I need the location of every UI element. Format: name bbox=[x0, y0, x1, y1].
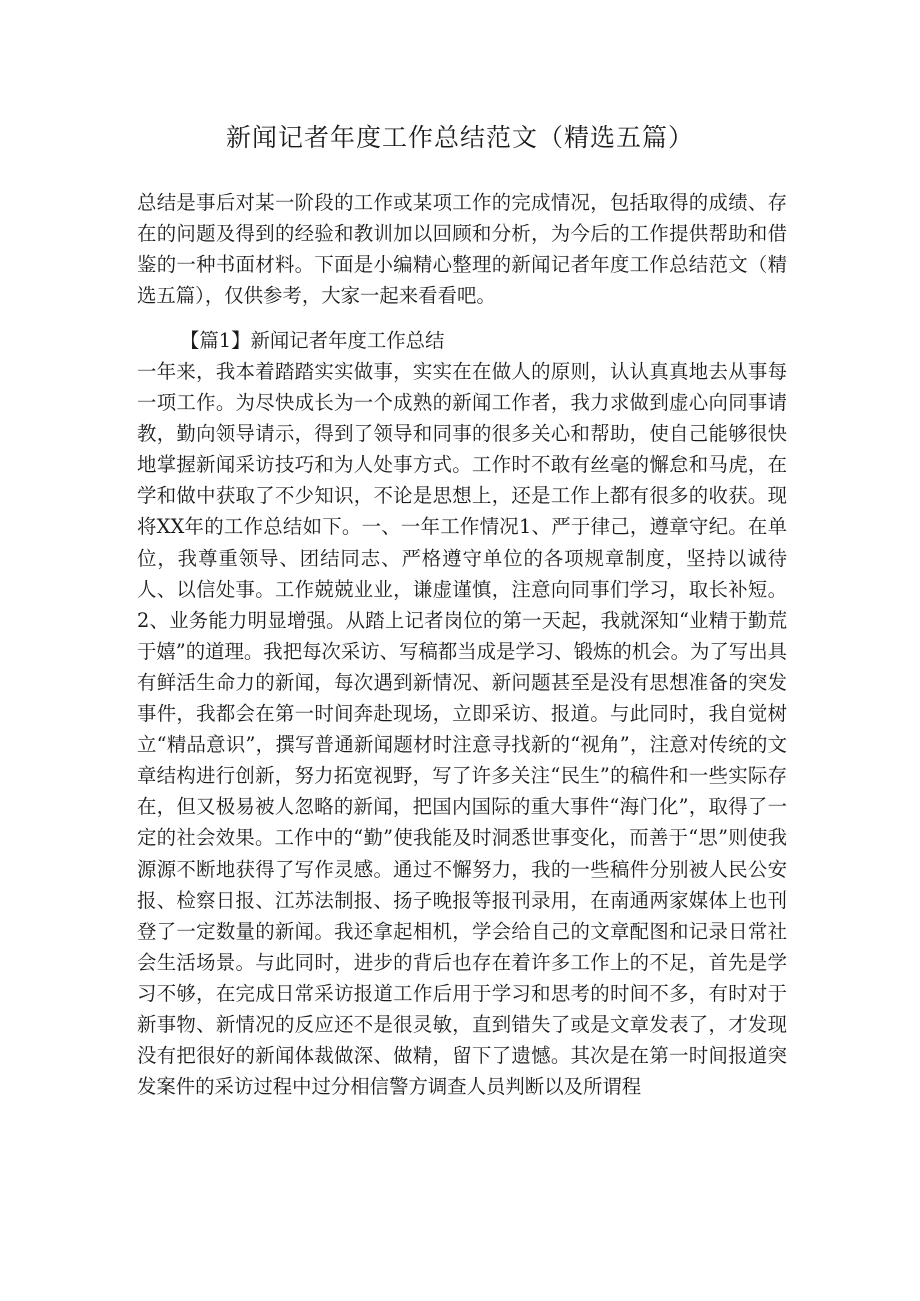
body-paragraph: 一年来，我本着踏踏实实做事，实实在在做人的原则，认认真真地去从事每一项工作。为尽快成长为一个成熟的新闻工作者，我力求做到虚心向同事请教，勤向领导请示，得到了领导和同事的很多关心和帮助，使自己能够很快地掌握新闻采访技巧和为人处事方式。工作时不敢有丝毫的懈怠和马虎，在学和做中获取了不少知识，不论是思想上，还是工作上都有很多的收获。现将XX年的工作总结如下。一、一年工作情况1、严于律己，遵章守纪。在单位，我尊重领导、团结同志、严格遵守单位的各项规章制度，坚持以诚待人、以信处事。工作兢兢业业，谦虚谨慎，注意向同事们学习，取长补短。2、业务能力明显增强。从踏上记者岗位的第一天起，我就深知“业精于勤荒于嬉”的道理。我把每次采访、写稿都当成是学习、锻炼的机会。为了写出具有鲜活生命力的新闻，每次遇到新情况、新问题甚至是没有思想准备的突发事件，我都会在第一时间奔赴现场，立即采访、报道。与此同时，我自觉树立“精品意识”，撰写普通新闻题材时注意寻找新的“视角”，注意对传统的文章结构进行创新，努力拓宽视野，写了许多关注“民生”的稿件和一些实际存在，但又极易被人忽略的新闻，把国内国际的重大事件“海门化”，取得了一定的社会效果。工作中的“勤”使我能及时洞悉世事变化，而善于“思”则使我源源不断地获得了写作灵感。通过不懈努力，我的一些稿件分别被人民公安报、检察日报、江苏法制报、扬子晚报等报刊录用，在南通两家媒体上也刊登了一定数量的新闻。我还拿起相机，学会给自己的文章配图和记录日常社会生活场景。与此同时，进步的背后也存在着许多工作上的不足，首先是学习不够，在完成日常采访报道工作后用于学习和思考的时间不多，有时对于新事物、新情况的反应还不是很灵敏，直到错失了或是文章发表了，才发现没有把很好的新闻体裁做深、做精，留下了遗憾。其次是在第一时间报道突发案件的采访过程中过分相信警方调查人员判断以及所谓程 bbox=[137, 360, 787, 1099]
section-heading: 【篇1】新闻记者年度工作总结 bbox=[180, 329, 445, 352]
document-title: 新闻记者年度工作总结范文（精选五篇） bbox=[225, 123, 694, 152]
intro-paragraph: 总结是事后对某一阶段的工作或某项工作的完成情况，包括取得的成绩、存在的问题及得到的经验和教训加以回顾和分析，为今后的工作提供帮助和借鉴的一种书面材料。下面是小编精心整理的新闻记者年度工作总结范文（精选五篇），仅供参考，大家一起来看看吧。 bbox=[137, 191, 787, 308]
